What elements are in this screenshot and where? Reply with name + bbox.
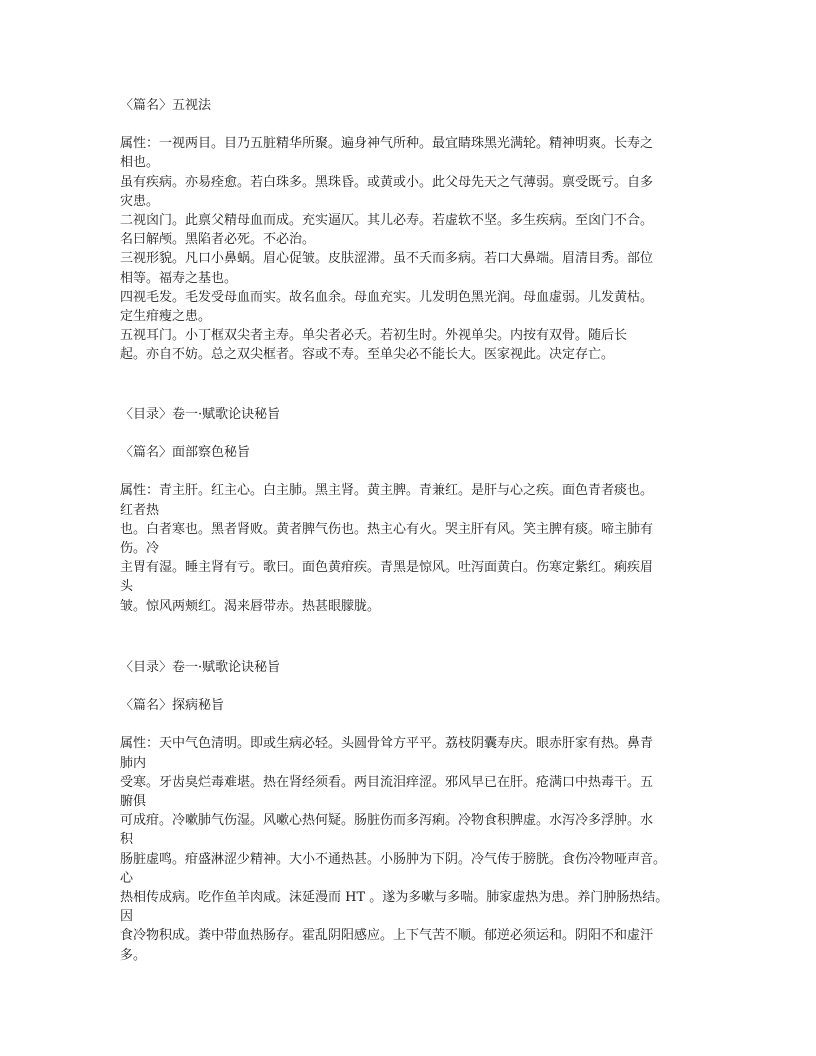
text-line: 腑俱 xyxy=(120,794,147,810)
text-line: 因 xyxy=(120,909,134,925)
section-wushifa xyxy=(120,96,705,365)
text-line: 二视囟门。此禀父精母血而成。充实逼仄。其儿必寿。若虚软不坚。多生疾病。至囟门不合。 xyxy=(120,213,654,229)
text-line: 名曰解颅。黑陷者必死。不必治。 xyxy=(120,232,316,248)
text-line: 定生疳瘦之患。 xyxy=(120,309,212,325)
text-line: 虽有疾病。亦易痊愈。若白珠多。黑珠昏。或黄或小。此父母先天之气薄弱。禀受既亏。自多 xyxy=(120,174,654,190)
text-line: 热相传成病。吃作鱼羊肉咸。沫延漫而 HT 。遂为多嗽与多喘。肺家虚热为患。养门肿肠热结。 xyxy=(120,890,669,906)
text-line: 相等。福寿之基也。 xyxy=(120,270,238,286)
section-title: 〈篇名〉探病秘旨 xyxy=(120,698,225,714)
text-line: 三视形貌。凡口小鼻蜗。眉心促皱。皮肤涩滞。虽不夭而多病。若口大鼻端。眉清目秀。部位 xyxy=(120,251,654,267)
section-mianbu-chase xyxy=(120,405,705,616)
text-line: 四视毛发。毛发受母血而实。故名血余。母血充实。儿发明色黑光润。母血虚弱。儿发黄枯。 xyxy=(120,289,654,305)
text-line: 属性：青主肝。红主心。白主肺。黑主肾。黄主脾。青兼红。是肝与心之疾。面色青者痰也。 xyxy=(120,483,654,499)
text-line: 灾患。 xyxy=(120,193,160,209)
section-title: 〈篇名〉面部察色秘旨 xyxy=(120,445,251,461)
text-line: 红者热 xyxy=(120,502,160,518)
text-line: 心 xyxy=(120,870,134,886)
text-line: 头 xyxy=(120,579,134,595)
section-tanbing xyxy=(120,658,705,965)
text-line: 也。白者寒也。黑者肾败。黄者脾气伤也。热主心有火。哭主肝有风。笑主脾有痰。啼主肺有 xyxy=(120,521,654,537)
text-line: 五视耳门。小丁框双尖者主寿。单尖者必夭。若初生时。外视单尖。内按有双骨。随后长 xyxy=(120,328,628,344)
text-line: 属性：天中气色清明。即或生病必轻。头圆骨耸方平平。荔枝阴囊寿庆。眼赤肝家有热。鼻青 xyxy=(120,736,654,752)
text-line: 主胃有湿。睡主肾有亏。歌曰。面色黄疳疾。青黑是惊风。吐泻面黄白。伤寒定紫红。痢疾眉 xyxy=(120,560,654,576)
text-line: 可成疳。冷嗽肺气伤湿。风嗽心热何疑。肠脏伤而多泻痢。冷物食积脾虚。水泻冷多浮肿。水 xyxy=(120,813,654,829)
text-line: 属性：一视两目。目乃五脏精华所聚。遍身神气所种。最宜睛珠黑光满轮。精神明爽。长寿之 xyxy=(120,136,654,152)
catalog-heading: 〈目录〉卷一·赋歌论诀秘旨 xyxy=(120,407,281,422)
text-line: 多。 xyxy=(120,947,147,963)
text-line: 起。亦自不妨。总之双尖框者。容或不寿。至单尖必不能长大。医家视此。决定存亡。 xyxy=(120,347,615,363)
catalog-heading: 〈目录〉卷一·赋歌论诀秘旨 xyxy=(120,660,281,675)
text-line: 伤。冷 xyxy=(120,541,160,557)
text-line: 食冷物积成。粪中带血热肠存。霍乱阴阳感应。上下气苦不顺。郁逆必须运和。阴阳不和虚汗 xyxy=(120,928,654,944)
text-line: 积 xyxy=(120,832,134,848)
text-line: 肠脏虚鸣。疳盛淋涩少精神。大小不通热甚。小肠肿为下阴。冷气传于膀胱。食伤冷物哑声音。 xyxy=(120,851,667,867)
text-line: 相也。 xyxy=(120,155,160,171)
text-line: 肺内 xyxy=(120,755,147,771)
text-line: 皱。惊风两颊红。渴来唇带赤。热甚眼朦胧。 xyxy=(120,598,381,614)
text-line: 受寒。牙齿臭烂毒难堪。热在肾经须看。两目流泪痒涩。邪风早已在肝。疮满口中热毒干。五 xyxy=(120,774,654,790)
section-title: 〈篇名〉五视法 xyxy=(120,98,212,113)
